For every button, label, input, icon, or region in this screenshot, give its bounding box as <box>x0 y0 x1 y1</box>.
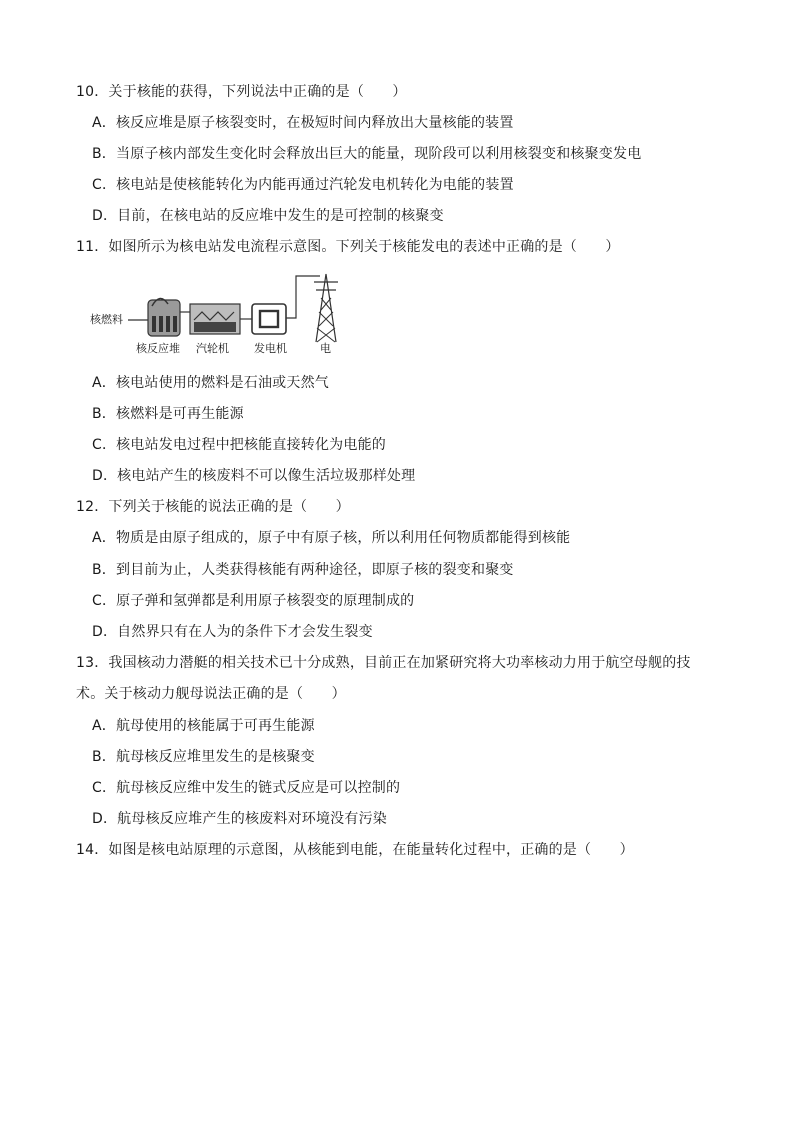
question-11-stem: 11．如图所示为核电站发电流程示意图。下列关于核能发电的表述中正确的是（ ） <box>76 239 620 255</box>
question-10-option-a: A．核反应堆是原子核裂变时，在极短时间内释放出大量核能的装置 <box>92 115 514 131</box>
diagram-label-fuel: 核燃料 <box>90 313 123 326</box>
question-11-option-b: B．核燃料是可再生能源 <box>92 406 244 422</box>
generator-icon <box>252 304 286 334</box>
question-13-option-d: D．航母核反应堆产生的核废料对环境没有污染 <box>92 811 387 827</box>
question-12-stem: 12．下列关于核能的说法正确的是（ ） <box>76 499 350 515</box>
diagram-label-generator: 发电机 <box>254 342 287 355</box>
question-11-option-a: A．核电站使用的燃料是石油或天然气 <box>92 375 329 391</box>
reactor-icon <box>148 298 180 336</box>
question-11-option-c: C．核电站发电过程中把核能直接转化为电能的 <box>92 437 386 453</box>
diagram-label-turbine: 汽轮机 <box>196 342 229 355</box>
question-10-option-d: D．目前，在核电站的反应堆中发生的是可控制的核聚变 <box>92 208 444 224</box>
question-12-option-d: D．自然界只有在人为的条件下才会发生裂变 <box>92 624 373 640</box>
power-tower-icon <box>314 274 338 342</box>
question-10-option-b: B．当原子核内部发生变化时会释放出巨大的能量，现阶段可以利用核裂变和核聚变发电 <box>92 146 642 162</box>
question-12-option-a: A．物质是由原子组成的，原子中有原子核，所以利用任何物质都能得到核能 <box>92 530 571 546</box>
turbine-icon <box>190 304 240 334</box>
question-14-stem: 14．如图是核电站原理的示意图，从核能到电能，在能量转化过程中，正确的是（ ） <box>76 842 634 858</box>
question-13-stem-continued: 术。关于核动力舰母说法正确的是（ ） <box>76 686 346 702</box>
nuclear-power-flow-diagram <box>90 268 350 362</box>
question-12-option-c: C．原子弹和氢弹都是利用原子核裂变的原理制成的 <box>92 593 415 609</box>
diagram-label-electricity: 电 <box>320 342 331 355</box>
question-10-option-c: C．核电站是使核能转化为内能再通过汽轮发电机转化为电能的装置 <box>92 177 514 193</box>
question-12-option-b: B．到目前为止，人类获得核能有两种途径，即原子核的裂变和聚变 <box>92 562 514 578</box>
nuclear-power-flow-illustration <box>90 268 350 348</box>
question-13-option-b: B．航母核反应堆里发生的是核聚变 <box>92 749 315 765</box>
question-10-stem: 10．关于核能的获得，下列说法中正确的是（ ） <box>76 84 407 100</box>
question-13-option-a: A．航母使用的核能属于可再生能源 <box>92 718 315 734</box>
question-13-stem: 13．我国核动力潜艇的相关技术已十分成熟，目前正在加紧研究将大功率核动力用于航空母舰的技 <box>76 655 691 671</box>
diagram-label-reactor: 核反应堆 <box>136 342 180 355</box>
question-13-option-c: C．航母核反应维中发生的链式反应是可以控制的 <box>92 780 401 796</box>
question-11-option-d: D．核电站产生的核废料不可以像生活垃圾那样处理 <box>92 468 416 484</box>
